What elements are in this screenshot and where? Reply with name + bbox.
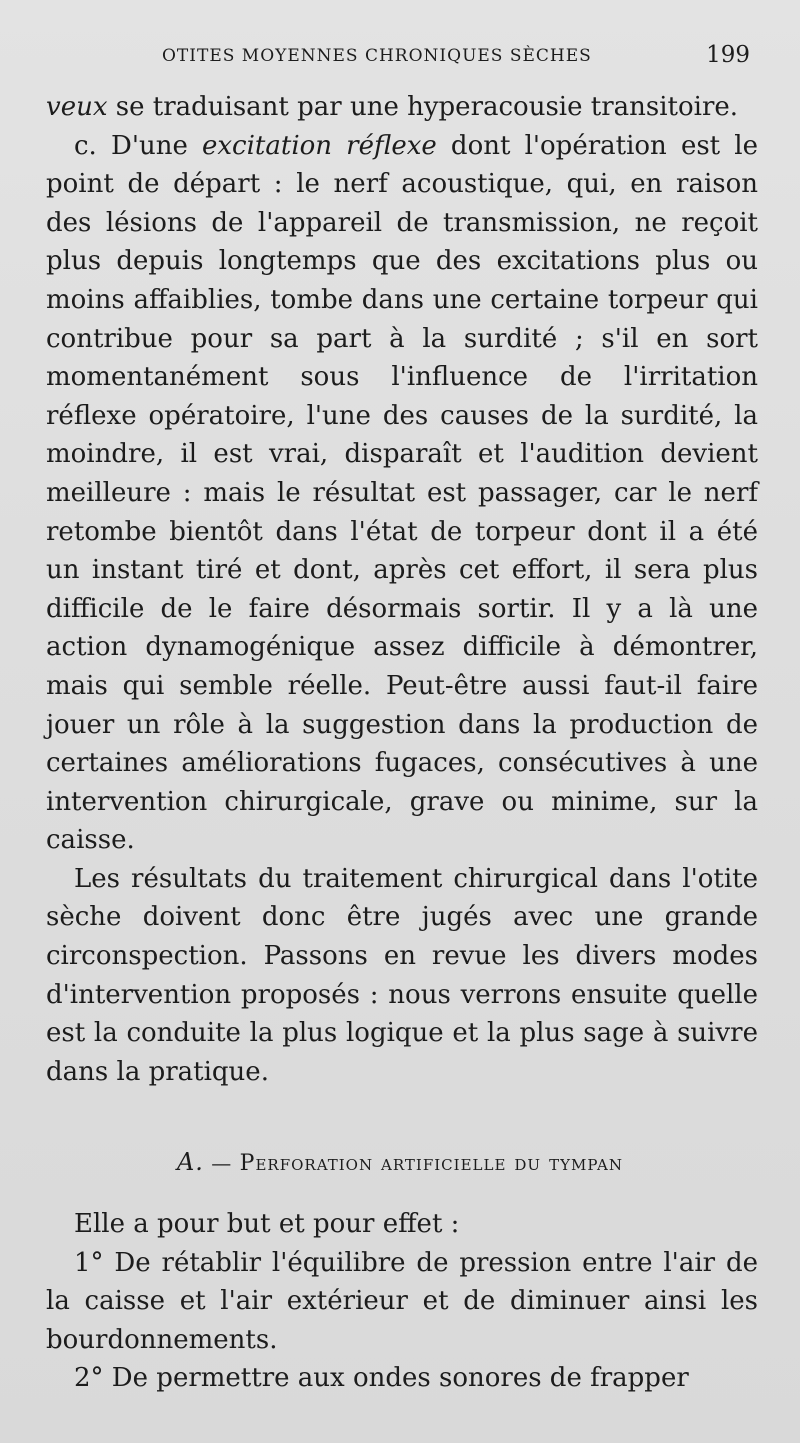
paragraph-2 [46,127,758,860]
paragraph-5 [46,1244,758,1360]
paragraph-text: Elle a pour but et pour effet : [74,1209,460,1239]
paragraph-1 [46,88,758,127]
paragraph-6 [46,1359,758,1398]
section-title: Perforation artificielle du tympan [239,1151,624,1176]
section-dash: — [203,1151,240,1175]
italic-phrase: excitation réflexe [202,130,437,161]
paragraph-4 [46,1205,758,1244]
paragraph-text: Les résultats du traitement chirurgical dans l'otite sèche doivent donc être jugés avec une grande circonspection. Passons en revue les divers modes d'intervention proposés : nous verrons ensuite quelle est la conduite la plus logique et la plus sage à suivre dans la pratique. [46,863,758,1087]
section-heading [0,1148,800,1176]
section-text [46,1205,758,1398]
paragraph-3 [46,860,758,1092]
italic-word: veux [46,92,108,122]
paragraph-text: 2° De permettre aux ondes sonores de frapper [74,1363,689,1394]
paragraph-lead: c. D'une [74,130,202,161]
main-text [46,88,758,1091]
paragraph-text: 1° De rétablir l'équilibre de pression entre l'air de la caisse et l'air extérieur et de diminuer ainsi les bourdonnements. [46,1247,758,1355]
paragraph-text: dont l'opération est le point de départ : le nerf acoustique, qui, en raison des lésions de l'appareil de transmission, ne reçoit plus depuis longtemps que des excitations plus ou moins affaiblies, tombe dans une certaine torpeur qui contribue pour sa part à la surdité ; s'il en sort momentanément sous l'influence de l'irritation réflexe opératoire, l'une des causes de la surdité, la moindre, il est vrai, disparaît et l'audition devient meilleure : mais le résultat est passager, car le nerf retombe bientôt dans l'état de torpeur dont il a été un instant tiré et dont, après cet effort, il sera plus difficile de le faire désormais sortir. Il y a là une action dynamogénique assez difficile à démontrer, mais qui semble réelle. Peut-être aussi faut-il faire jouer un rôle à la suggestion dans la production de certaines améliorations fugaces, consécutives à une intervention chirurgicale, grave ou minime, sur la caisse. [46,130,758,856]
paragraph-text: se traduisant par une hyperacousie transitoire. [107,92,739,122]
running-title: OTITES MOYENNES CHRONIQUES SÈCHES [162,46,592,66]
page-number: 199 [706,42,750,68]
page-header [60,40,750,80]
section-letter: A. [176,1148,204,1176]
